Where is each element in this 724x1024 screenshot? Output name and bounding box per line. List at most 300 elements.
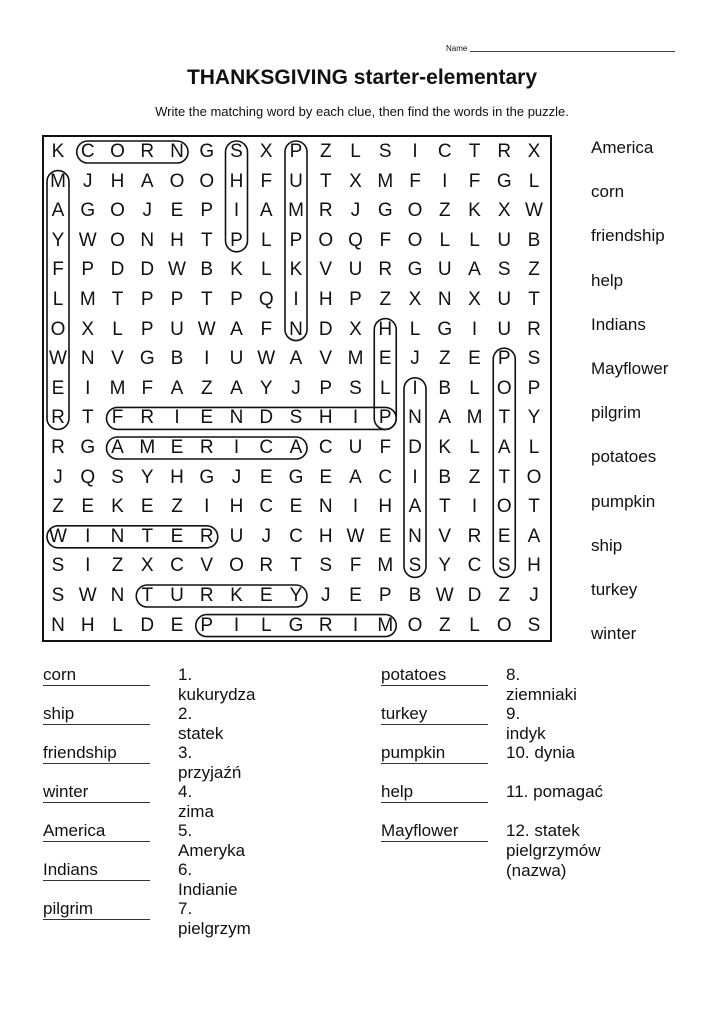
grid-cell[interactable]: G — [139, 348, 155, 370]
grid-cell[interactable]: L — [350, 141, 361, 162]
grid-cell[interactable]: R — [318, 614, 333, 636]
grid-cell[interactable]: A — [259, 200, 273, 222]
grid-cell[interactable]: B — [408, 585, 422, 606]
grid-cell[interactable]: U — [497, 318, 512, 340]
grid-cell[interactable]: Z — [319, 141, 332, 162]
grid-cell[interactable]: J — [53, 466, 63, 488]
grid-cell[interactable]: H — [80, 614, 95, 636]
grid-cell[interactable]: A — [140, 170, 154, 192]
grid-cell[interactable]: R — [199, 585, 214, 606]
grid-cell[interactable]: O — [110, 141, 125, 162]
grid-cell[interactable]: M — [377, 170, 394, 192]
grid-cell[interactable]: G — [437, 318, 453, 340]
name-field[interactable] — [446, 44, 675, 53]
answer-line[interactable]: pumpkin — [381, 743, 488, 764]
grid-cell[interactable]: Z — [111, 555, 124, 577]
grid-cell[interactable]: P — [378, 585, 392, 606]
grid-cell[interactable]: M — [466, 407, 483, 429]
grid-cell[interactable]: I — [352, 614, 359, 636]
grid-cell[interactable]: R — [199, 525, 214, 547]
grid-cell[interactable]: P — [378, 407, 392, 429]
grid-cell[interactable]: U — [437, 259, 452, 281]
grid-cell[interactable]: S — [497, 259, 511, 281]
grid-cell[interactable]: O — [110, 200, 125, 222]
grid-cell[interactable]: I — [85, 525, 91, 547]
grid-cell[interactable]: T — [290, 555, 302, 577]
grid-cell[interactable]: T — [498, 407, 511, 429]
grid-cell[interactable]: P — [200, 200, 214, 222]
grid-cell[interactable]: V — [319, 348, 333, 370]
grid-cell[interactable]: Z — [438, 200, 451, 222]
grid-cell[interactable]: E — [259, 466, 273, 488]
grid-cell[interactable]: C — [80, 141, 95, 162]
grid-cell[interactable]: F — [379, 229, 392, 251]
grid-cell[interactable]: U — [170, 585, 184, 606]
grid-cell[interactable]: G — [199, 141, 215, 162]
grid-cell[interactable]: A — [438, 407, 452, 429]
grid-cell[interactable]: T — [81, 407, 94, 429]
grid-cell[interactable]: E — [170, 525, 184, 547]
grid-cell[interactable]: S — [408, 555, 422, 577]
grid-cell[interactable]: O — [496, 377, 512, 399]
answer-line[interactable]: corn — [43, 665, 150, 686]
grid-cell[interactable]: Z — [438, 348, 451, 370]
grid-cell[interactable]: P — [230, 229, 243, 251]
answer-line[interactable]: friendship — [43, 743, 150, 764]
grid-cell[interactable]: A — [408, 496, 422, 518]
grid-cell[interactable]: F — [409, 170, 421, 192]
grid-cell[interactable]: P — [230, 289, 243, 310]
grid-cell[interactable]: V — [438, 525, 452, 547]
grid-cell[interactable]: N — [110, 525, 125, 547]
grid-cell[interactable]: O — [169, 170, 185, 192]
grid-cell[interactable]: S — [319, 555, 333, 577]
grid-cell[interactable]: M — [50, 170, 66, 192]
grid-cell[interactable]: E — [378, 525, 392, 547]
grid-cell[interactable]: H — [229, 170, 244, 192]
grid-cell[interactable]: H — [378, 496, 393, 518]
grid-cell[interactable]: Q — [348, 229, 363, 251]
grid-cell[interactable]: J — [231, 466, 242, 488]
grid-cell[interactable]: F — [141, 377, 154, 399]
grid-cell[interactable]: N — [318, 496, 333, 518]
grid-cell[interactable]: O — [407, 614, 423, 636]
grid-cell[interactable]: S — [527, 348, 541, 370]
grid-cell[interactable]: W — [197, 318, 216, 340]
grid-cell[interactable]: R — [259, 555, 274, 577]
grid-cell[interactable]: U — [289, 170, 303, 192]
grid-cell[interactable]: P — [349, 289, 362, 310]
grid-cell[interactable]: X — [259, 141, 273, 162]
grid-cell[interactable]: E — [468, 348, 481, 370]
grid-cell[interactable]: H — [378, 318, 393, 340]
grid-cell[interactable]: W — [168, 259, 186, 281]
grid-cell[interactable]: E — [349, 585, 362, 606]
grid-cell[interactable]: Z — [438, 614, 451, 636]
grid-cell[interactable]: W — [49, 348, 67, 370]
grid-cell[interactable]: F — [260, 318, 273, 340]
grid-cell[interactable]: S — [349, 377, 362, 399]
grid-cell[interactable]: N — [140, 229, 155, 251]
grid-cell[interactable]: T — [498, 466, 511, 488]
grid-cell[interactable]: J — [291, 377, 301, 399]
grid-cell[interactable]: T — [468, 141, 481, 162]
grid-cell[interactable]: P — [81, 259, 95, 281]
grid-cell[interactable]: I — [352, 496, 359, 518]
grid-cell[interactable]: R — [199, 437, 214, 458]
grid-cell[interactable]: C — [289, 525, 303, 547]
grid-cell[interactable]: L — [260, 259, 272, 281]
grid-cell[interactable]: J — [529, 585, 539, 606]
grid-cell[interactable]: I — [233, 437, 240, 458]
name-blank-line[interactable] — [470, 51, 675, 52]
grid-cell[interactable]: X — [140, 555, 154, 577]
grid-cell[interactable]: U — [170, 318, 184, 340]
grid-cell[interactable]: I — [412, 141, 418, 162]
grid-cell[interactable]: F — [349, 555, 362, 577]
grid-cell[interactable]: U — [348, 437, 363, 458]
grid-cell[interactable]: J — [261, 525, 271, 547]
grid-cell[interactable]: U — [497, 289, 512, 310]
answer-line[interactable]: winter — [43, 782, 150, 803]
grid-cell[interactable]: I — [293, 289, 299, 310]
grid-cell[interactable]: K — [289, 259, 303, 281]
grid-cell[interactable]: L — [469, 377, 480, 399]
grid-cell[interactable]: A — [468, 259, 481, 281]
grid-cell[interactable]: T — [141, 525, 154, 547]
grid-cell[interactable]: Z — [379, 289, 392, 310]
grid-cell[interactable]: X — [497, 200, 511, 222]
grid-cell[interactable]: M — [288, 200, 304, 222]
grid-cell[interactable]: D — [467, 585, 482, 606]
grid-cell[interactable]: N — [289, 318, 303, 340]
grid-cell[interactable]: S — [527, 614, 541, 636]
grid-cell[interactable]: O — [199, 170, 215, 192]
grid-cell[interactable]: A — [111, 437, 124, 458]
grid-cell[interactable]: I — [85, 555, 91, 577]
grid-cell[interactable]: J — [83, 170, 93, 192]
grid-cell[interactable]: H — [527, 555, 541, 577]
grid-cell[interactable]: X — [349, 170, 362, 192]
grid-cell[interactable]: W — [346, 525, 365, 547]
grid-cell[interactable]: P — [319, 377, 333, 399]
grid-cell[interactable]: G — [288, 614, 304, 636]
grid-cell[interactable]: X — [527, 141, 541, 162]
grid-cell[interactable]: Y — [438, 555, 452, 577]
grid-cell[interactable]: Y — [140, 466, 154, 488]
grid-cell[interactable]: N — [51, 614, 65, 636]
grid-cell[interactable]: I — [412, 466, 418, 488]
grid-cell[interactable]: L — [52, 289, 64, 310]
grid-cell[interactable]: H — [318, 289, 333, 310]
grid-cell[interactable]: W — [78, 585, 97, 606]
grid-cell[interactable]: L — [112, 614, 123, 636]
grid-cell[interactable]: X — [81, 318, 95, 340]
grid-cell[interactable]: X — [468, 289, 481, 310]
grid-cell[interactable]: G — [199, 466, 215, 488]
grid-cell[interactable]: J — [350, 200, 361, 222]
grid-cell[interactable]: J — [410, 348, 420, 370]
grid-cell[interactable]: Y — [289, 585, 303, 606]
grid-cell[interactable]: G — [80, 200, 96, 222]
grid-cell[interactable]: W — [78, 229, 97, 251]
grid-cell[interactable]: E — [170, 437, 184, 458]
answer-line[interactable]: America — [43, 821, 150, 842]
grid-cell[interactable]: A — [289, 348, 303, 370]
answer-line[interactable]: ship — [43, 704, 150, 725]
grid-cell[interactable]: P — [170, 289, 184, 310]
grid-cell[interactable]: K — [468, 200, 481, 222]
grid-cell[interactable]: W — [525, 200, 543, 222]
grid-cell[interactable]: S — [111, 466, 124, 488]
grid-cell[interactable]: D — [110, 259, 125, 281]
grid-cell[interactable]: P — [140, 289, 154, 310]
grid-cell[interactable]: D — [259, 407, 274, 429]
grid-cell[interactable]: R — [497, 141, 512, 162]
grid-cell[interactable]: F — [379, 437, 392, 458]
grid-cell[interactable]: K — [230, 585, 243, 606]
grid-cell[interactable]: I — [471, 496, 478, 518]
grid-cell[interactable]: G — [496, 170, 512, 192]
grid-cell[interactable]: A — [230, 318, 243, 340]
grid-cell[interactable]: N — [170, 141, 184, 162]
grid-cell[interactable]: M — [377, 614, 394, 636]
grid-cell[interactable]: D — [408, 437, 422, 458]
grid-cell[interactable]: O — [407, 229, 423, 251]
grid-cell[interactable]: L — [379, 377, 391, 399]
grid-cell[interactable]: T — [528, 289, 540, 310]
grid-cell[interactable]: R — [318, 200, 333, 222]
grid-cell[interactable]: K — [51, 141, 65, 162]
grid-cell[interactable]: R — [140, 407, 155, 429]
grid-cell[interactable]: E — [200, 407, 214, 429]
grid-cell[interactable]: Z — [200, 377, 213, 399]
answer-line[interactable]: Indians — [43, 860, 150, 881]
grid-cell[interactable]: A — [497, 437, 511, 458]
grid-cell[interactable]: E — [51, 377, 65, 399]
grid-cell[interactable]: I — [204, 348, 210, 370]
grid-cell[interactable]: Y — [259, 377, 273, 399]
grid-cell[interactable]: R — [378, 259, 393, 281]
grid-cell[interactable]: M — [139, 437, 156, 458]
grid-cell[interactable]: C — [437, 141, 452, 162]
grid-cell[interactable]: N — [408, 407, 422, 429]
answer-line[interactable]: pilgrim — [43, 899, 150, 920]
grid-cell[interactable]: E — [170, 200, 184, 222]
grid-cell[interactable]: L — [469, 614, 480, 636]
grid-cell[interactable]: P — [497, 348, 511, 370]
grid-cell[interactable]: F — [260, 170, 273, 192]
grid-cell[interactable]: R — [51, 437, 65, 458]
grid-cell[interactable]: I — [174, 407, 180, 429]
grid-cell[interactable]: A — [230, 377, 243, 399]
grid-cell[interactable]: A — [170, 377, 184, 399]
grid-cell[interactable]: O — [110, 229, 125, 251]
grid-cell[interactable]: I — [233, 200, 240, 222]
grid-cell[interactable]: Y — [527, 407, 541, 429]
grid-cell[interactable]: N — [110, 585, 125, 606]
grid-cell[interactable]: S — [230, 141, 243, 162]
grid-cell[interactable]: U — [229, 525, 244, 547]
grid-cell[interactable]: R — [527, 318, 541, 340]
grid-cell[interactable]: J — [321, 585, 331, 606]
grid-cell[interactable]: A — [51, 200, 65, 222]
grid-cell[interactable]: I — [85, 377, 91, 399]
grid-cell[interactable]: G — [288, 466, 304, 488]
grid-cell[interactable]: M — [347, 348, 364, 370]
grid-cell[interactable]: Q — [80, 466, 96, 488]
grid-cell[interactable]: O — [318, 229, 334, 251]
grid-cell[interactable]: M — [109, 377, 126, 399]
grid-cell[interactable]: E — [289, 496, 303, 518]
grid-cell[interactable]: I — [412, 377, 418, 399]
grid-cell[interactable]: C — [378, 466, 393, 488]
grid-cell[interactable]: T — [200, 289, 213, 310]
grid-cell[interactable]: B — [200, 259, 214, 281]
grid-cell[interactable]: U — [229, 348, 244, 370]
grid-cell[interactable]: N — [408, 525, 422, 547]
answer-line[interactable]: help — [381, 782, 488, 803]
grid-cell[interactable]: J — [142, 200, 152, 222]
grid-cell[interactable]: I — [442, 170, 448, 192]
grid-cell[interactable]: T — [319, 170, 332, 192]
grid-cell[interactable]: L — [469, 437, 480, 458]
grid-cell[interactable]: L — [409, 318, 421, 340]
grid-cell[interactable]: K — [438, 437, 452, 458]
grid-cell[interactable]: I — [352, 407, 359, 429]
grid-cell[interactable]: M — [377, 555, 394, 577]
answer-line[interactable]: potatoes — [381, 665, 488, 686]
grid-cell[interactable]: G — [377, 200, 393, 222]
grid-cell[interactable]: C — [259, 437, 274, 458]
grid-cell[interactable]: W — [435, 585, 454, 606]
grid-cell[interactable]: L — [260, 229, 272, 251]
grid-cell[interactable]: S — [497, 555, 511, 577]
grid-cell[interactable]: S — [289, 407, 303, 429]
grid-cell[interactable]: E — [259, 585, 273, 606]
grid-cell[interactable]: E — [81, 496, 95, 518]
grid-cell[interactable]: B — [170, 348, 184, 370]
grid-cell[interactable]: T — [141, 585, 154, 606]
grid-cell[interactable]: B — [527, 229, 541, 251]
grid-cell[interactable]: V — [111, 348, 124, 370]
grid-cell[interactable]: N — [437, 289, 452, 310]
grid-cell[interactable]: K — [111, 496, 124, 518]
grid-cell[interactable]: O — [496, 614, 512, 636]
grid-cell[interactable]: C — [170, 555, 184, 577]
grid-cell[interactable]: P — [527, 377, 541, 399]
grid-cell[interactable]: W — [49, 525, 67, 547]
grid-cell[interactable]: O — [526, 466, 542, 488]
grid-cell[interactable]: U — [497, 229, 512, 251]
grid-cell[interactable]: R — [140, 141, 155, 162]
grid-cell[interactable]: X — [349, 318, 362, 340]
grid-cell[interactable]: S — [51, 585, 65, 606]
grid-cell[interactable]: I — [233, 614, 240, 636]
grid-cell[interactable]: R — [467, 525, 482, 547]
grid-cell[interactable]: F — [111, 407, 124, 429]
grid-cell[interactable]: W — [257, 348, 276, 370]
grid-cell[interactable]: L — [260, 614, 272, 636]
grid-cell[interactable]: K — [230, 259, 243, 281]
grid-cell[interactable]: B — [438, 377, 452, 399]
grid-cell[interactable]: H — [318, 525, 333, 547]
grid-cell[interactable]: G — [407, 259, 423, 281]
grid-cell[interactable]: T — [528, 496, 540, 518]
grid-cell[interactable]: N — [80, 348, 95, 370]
grid-cell[interactable]: T — [200, 229, 213, 251]
grid-cell[interactable]: N — [229, 407, 244, 429]
grid-cell[interactable]: O — [496, 496, 512, 518]
grid-cell[interactable]: Z — [498, 585, 511, 606]
grid-cell[interactable]: D — [318, 318, 333, 340]
grid-cell[interactable]: B — [438, 466, 452, 488]
grid-cell[interactable]: I — [471, 318, 478, 340]
grid-cell[interactable]: H — [110, 170, 125, 192]
grid-cell[interactable]: S — [378, 141, 392, 162]
grid-cell[interactable]: P — [140, 318, 154, 340]
grid-cell[interactable]: H — [229, 496, 244, 518]
grid-cell[interactable]: H — [170, 466, 184, 488]
grid-cell[interactable]: A — [289, 437, 303, 458]
grid-cell[interactable]: C — [467, 555, 482, 577]
grid-cell[interactable]: Z — [171, 496, 183, 518]
grid-cell[interactable]: F — [52, 259, 64, 281]
grid-cell[interactable]: E — [319, 466, 333, 488]
grid-cell[interactable]: E — [140, 496, 154, 518]
grid-cell[interactable]: Q — [258, 289, 274, 310]
grid-cell[interactable]: L — [112, 318, 123, 340]
grid-cell[interactable]: T — [111, 289, 124, 310]
grid-cell[interactable]: A — [527, 525, 541, 547]
grid-cell[interactable]: U — [348, 259, 363, 281]
grid-cell[interactable]: E — [497, 525, 511, 547]
grid-cell[interactable]: D — [140, 614, 155, 636]
grid-cell[interactable]: H — [318, 407, 333, 429]
grid-cell[interactable]: P — [289, 229, 303, 251]
grid-cell[interactable]: T — [438, 496, 451, 518]
grid-cell[interactable]: C — [259, 496, 274, 518]
grid-cell[interactable]: Z — [52, 496, 64, 518]
grid-cell[interactable]: P — [200, 614, 214, 636]
grid-cell[interactable]: L — [469, 229, 480, 251]
grid-cell[interactable]: F — [468, 170, 481, 192]
grid-cell[interactable]: S — [51, 555, 65, 577]
grid-cell[interactable]: E — [170, 614, 184, 636]
grid-cell[interactable]: Z — [468, 466, 481, 488]
grid-cell[interactable]: H — [170, 229, 184, 251]
grid-cell[interactable]: L — [439, 229, 451, 251]
grid-cell[interactable]: X — [408, 289, 422, 310]
grid-cell[interactable]: C — [318, 437, 333, 458]
grid-cell[interactable]: O — [50, 318, 66, 340]
grid-cell[interactable]: L — [528, 170, 540, 192]
grid-cell[interactable]: O — [407, 200, 423, 222]
grid-cell[interactable]: V — [319, 259, 333, 281]
grid-cell[interactable]: I — [204, 496, 210, 518]
grid-cell[interactable]: A — [349, 466, 362, 488]
grid-cell[interactable]: M — [79, 289, 96, 310]
grid-cell[interactable]: Z — [528, 259, 540, 281]
grid-cell[interactable]: E — [378, 348, 392, 370]
grid-cell[interactable]: R — [51, 407, 65, 429]
answer-line[interactable]: turkey — [381, 704, 488, 725]
grid-cell[interactable]: Y — [51, 229, 65, 251]
grid-cell[interactable]: L — [528, 437, 540, 458]
answer-line[interactable]: Mayflower — [381, 821, 488, 842]
grid-cell[interactable]: P — [289, 141, 303, 162]
grid-cell[interactable]: O — [229, 555, 244, 577]
